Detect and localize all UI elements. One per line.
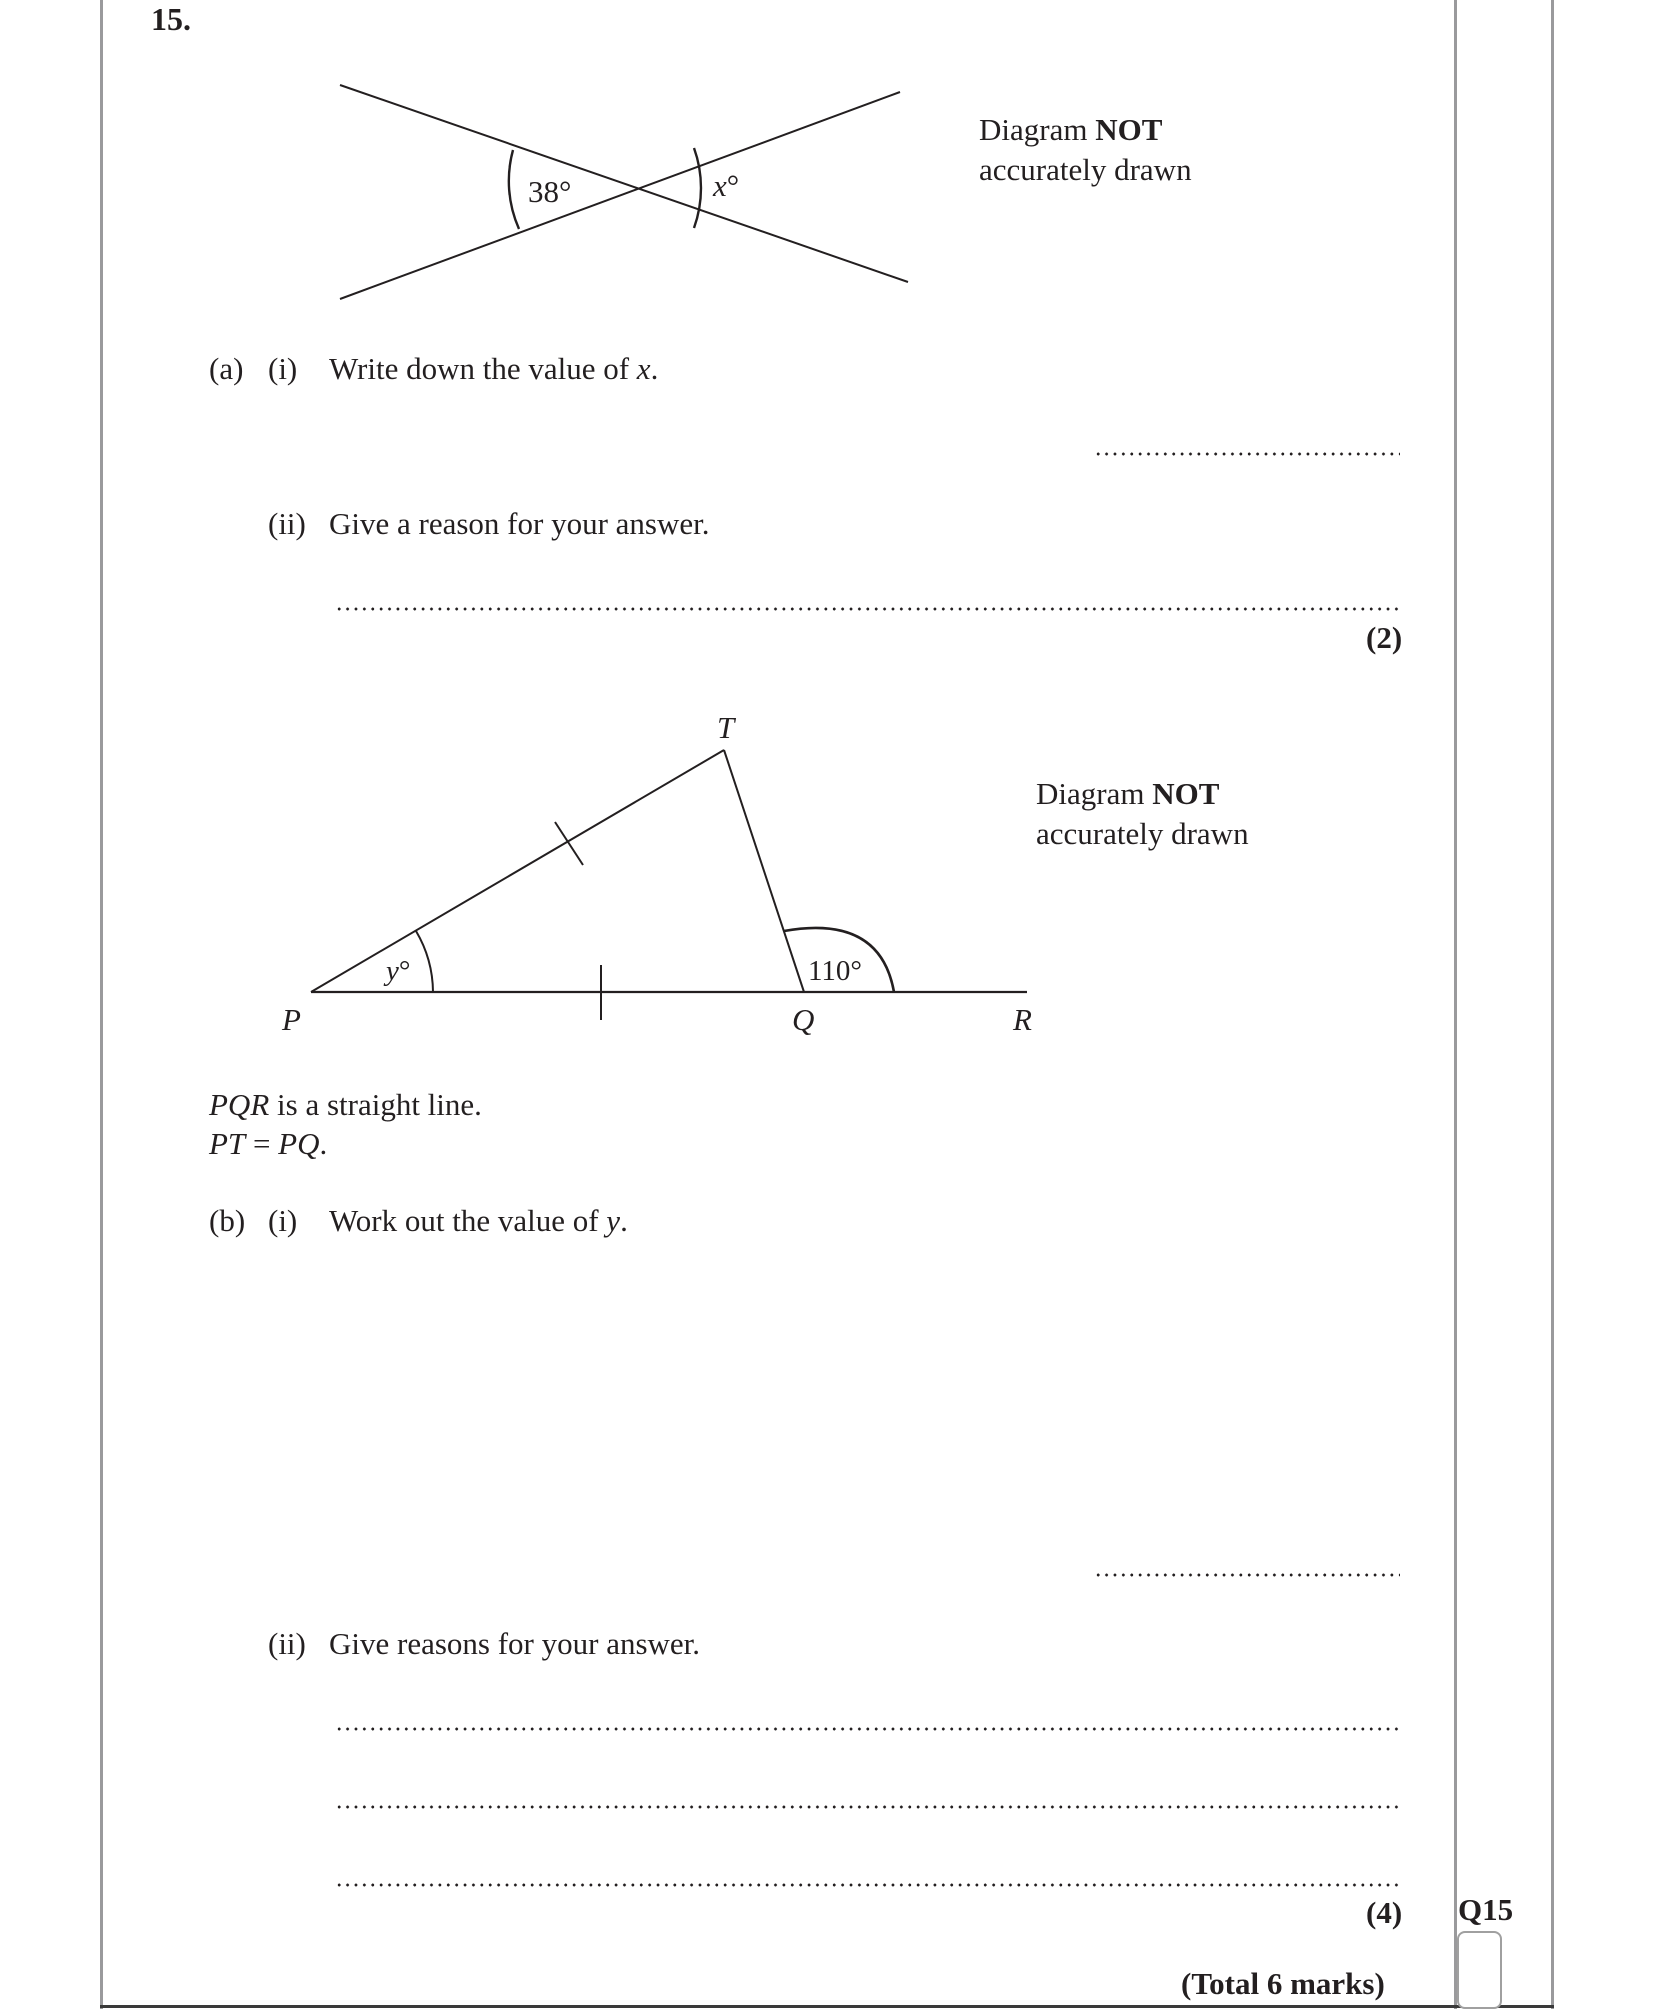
vertex-label-P: P: [282, 1002, 301, 1037]
answer-line-a-ii[interactable]: [335, 607, 1400, 611]
page-bottom-border: [100, 2005, 1554, 2008]
part-a-ii-text: Give a reason for your answer.: [329, 506, 710, 541]
marks-a: (2): [1366, 620, 1403, 655]
margin-left-border: [1454, 0, 1457, 2009]
answer-line-b-i[interactable]: [1094, 1573, 1400, 1577]
diagram-note-2: Diagram NOT: [1036, 776, 1220, 811]
angle-label-110: 110°: [808, 955, 863, 987]
angle-arc-y: [416, 931, 433, 992]
part-a-i-label: (i): [268, 351, 298, 386]
total-marks: (Total 6 marks): [1181, 1966, 1385, 2001]
diagram-note-2-line2: accurately drawn: [1036, 816, 1249, 851]
answer-line-b-ii-3[interactable]: [335, 1883, 1400, 1887]
part-a-ii-label: (ii): [268, 506, 306, 541]
diagram-intersecting-lines: [0, 0, 1000, 320]
diagram-note-1: Diagram NOT: [979, 112, 1163, 147]
line-2: [340, 92, 900, 299]
given-line-1: PQR is a straight line.: [209, 1087, 482, 1122]
angle-label-y: y°: [386, 955, 411, 987]
margin-question-label: Q15: [1458, 1892, 1514, 1927]
angle-label-x: x°: [713, 168, 740, 203]
side-PT: [311, 750, 724, 992]
vertex-label-R: R: [1013, 1002, 1032, 1037]
part-b-ii-label: (ii): [268, 1626, 306, 1661]
part-a-label: (a): [209, 351, 244, 386]
tick-PT: [555, 822, 583, 865]
diagram-note-1-line2: accurately drawn: [979, 152, 1192, 187]
diagram-triangle: [0, 700, 1100, 1040]
answer-line-b-ii-1[interactable]: [335, 1727, 1400, 1731]
marks-b: (4): [1366, 1895, 1403, 1930]
margin-right-border: [1551, 0, 1554, 2009]
line-1: [340, 85, 908, 282]
part-a-i-text: Write down the value of x.: [329, 351, 659, 386]
vertex-label-Q: Q: [792, 1002, 815, 1037]
side-TQ: [724, 750, 804, 992]
angle-arc-x: [694, 148, 701, 228]
answer-line-a-i[interactable]: [1094, 452, 1400, 456]
part-b-label: (b): [209, 1203, 246, 1238]
given-line-2: PT = PQ.: [209, 1126, 328, 1161]
angle-arc-38: [509, 150, 519, 229]
vertex-label-T: T: [717, 710, 735, 745]
answer-line-b-ii-2[interactable]: [335, 1805, 1400, 1809]
part-b-i-label: (i): [268, 1203, 298, 1238]
part-b-ii-text: Give reasons for your answer.: [329, 1626, 701, 1661]
angle-label-38: 38°: [528, 174, 572, 209]
part-b-i-text: Work out the value of y.: [329, 1203, 628, 1238]
examiner-mark-box[interactable]: [1457, 1931, 1502, 2009]
question-number: 15.: [151, 1, 191, 37]
